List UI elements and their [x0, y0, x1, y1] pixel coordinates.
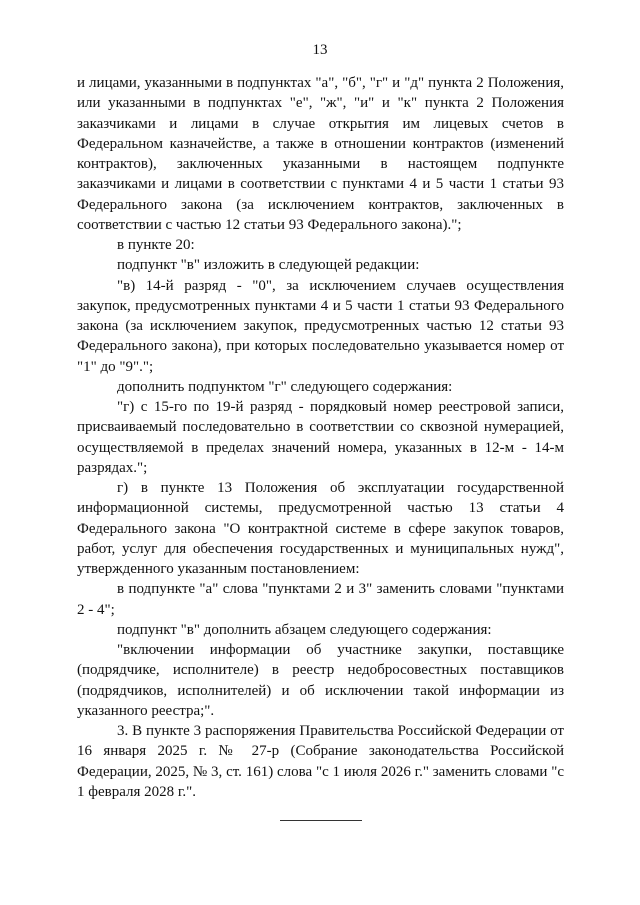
paragraph-subpoint-v-intro: подпункт "в" изложить в следующей редакции:: [117, 257, 420, 274]
paragraph-subpoint-g-text: "г) с 15-го по 19-й разряд - порядковый номер реестровой записи, присваиваемый последовательно в соответствии со сквозной нумерацией, осуществляемой в пределах значений номера, указанных в 12-м - 14-м разрядах.";: [77, 399, 564, 476]
document-body: [77, 73, 564, 802]
paragraph-subpoint-v-text: "в) 14-й разряд - "0", за исключением случаев осуществления закупок, предусмотренных пунктами 4 и 5 части 1 статьи 93 Федерального закона (за исключением закупок, предусмотренных частью 12 статьи 93 Федерального закона), при которых последовательно указывается номер от "1" до "9".";: [77, 277, 564, 375]
page-number: 13: [312, 42, 328, 58]
paragraph-subpoint-g-intro: дополнить подпунктом "г" следующего содержания:: [117, 378, 453, 395]
paragraph-subpoint-a-change: в подпункте "а" слова "пунктами 2 и 3" заменить словами "пунктами 2 - 4";: [77, 581, 564, 618]
paragraph-continuation: и лицами, указанными в подпунктах "а", "б", "г" и "д" пункта 2 Положения, или указанными в подпунктах "е", "ж", "и" и "к" пункта 2 Положения заказчиками и лицами в случае открытия им лицевых счетов в Федеральном казначействе, а также в отношении контрактов (изменений контрактов), заключенных указанными в настоящем подпункте заказчиками и лицами в соответствии с пунктами 4 и 5 части 1 статьи 93 Федерального закона (за исключением контрактов, заключенных в соответствии с частью 12 статьи 93 Федерального закона).";: [77, 75, 564, 233]
paragraph-item-g: г) в пункте 13 Положения об эксплуатации государственной информационной системы, предусмотренной частью 13 статьи 4 Федерального закона "О контрактной системе в сфере закупок товаров, работ, услуг для обеспечения государственных и муниципальных нужд", утвержденного указанным постановлением:: [77, 480, 564, 577]
paragraph-point-3: 3. В пункте 3 распоряжения Правительства Российской Федерации от 16 января 2025 г. № 27-р (Собрание законодательства Российской Федерации, 2025, № 3, ст. 161) слова "с 1 июля 2026 г." заменить словами "с 1 февраля 2028 г.".: [77, 723, 564, 800]
paragraph-point-20: в пункте 20:: [117, 237, 195, 253]
paragraph-subpoint-v-addition: подпункт "в" дополнить абзацем следующего содержания:: [117, 621, 492, 638]
paragraph-added-text: "включении информации об участнике закупки, поставщике (подрядчике, исполнителе) в реестр недобросовестных поставщиков (подрядчиков, исполнителей) и об исключении такой информации из указанного реестра;".: [77, 642, 564, 719]
footer-divider: [280, 820, 362, 821]
